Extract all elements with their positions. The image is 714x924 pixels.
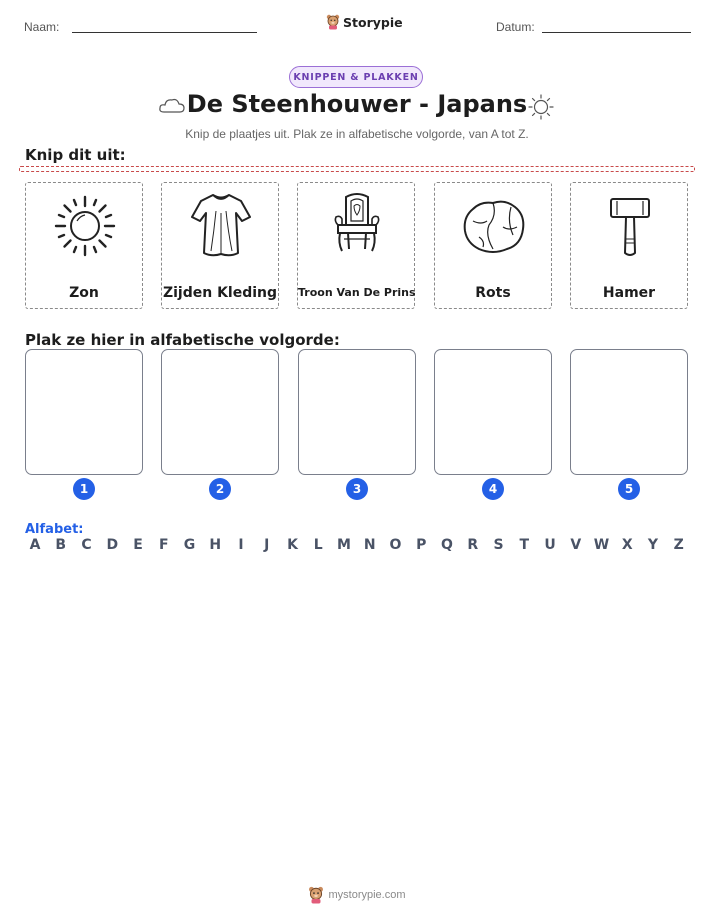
alphabet-letter: M (337, 537, 351, 553)
footer (0, 886, 714, 904)
alphabet-letter: U (544, 537, 556, 553)
alphabet-letter: Z (673, 537, 684, 553)
rock-icon (459, 191, 529, 261)
alphabet-letter: G (183, 537, 196, 553)
cutout-card-hamer[interactable] (570, 182, 688, 309)
paste-slot-5[interactable] (570, 349, 688, 475)
card-label: Rots (475, 285, 511, 301)
alphabet-letter: D (106, 537, 119, 553)
alphabet-letter: V (570, 537, 582, 553)
alphabet-letter: I (238, 537, 244, 553)
storypie-logo (326, 14, 403, 30)
slot-number-5: 5 (618, 478, 640, 500)
date-line[interactable] (542, 32, 691, 33)
alphabet-letter: K (287, 537, 298, 553)
bear-logo-icon (326, 14, 340, 30)
card-label: Zijden Kleding (162, 285, 278, 301)
cut-line (19, 166, 695, 172)
alphabet-letter: S (493, 537, 504, 553)
date-label: Datum: (496, 20, 535, 34)
page-title: De Steenhouwer - Japans (186, 90, 528, 118)
alphabet-letter: O (389, 537, 402, 553)
instructions: Knip de plaatjes uit. Plak ze in alfabetische volgorde, van A tot Z. (185, 127, 529, 141)
paste-slot-4[interactable] (434, 349, 552, 475)
alphabet-letter: F (158, 537, 169, 553)
cut-heading: Knip dit uit: (25, 146, 126, 164)
hammer-icon (595, 191, 665, 261)
slot-number-4: 4 (482, 478, 504, 500)
alphabet-letter: E (133, 537, 143, 553)
paste-heading: Plak ze hier in alfabetische volgorde: (25, 331, 340, 349)
alphabet-letter: C (81, 537, 92, 553)
cutout-card-troon-van-de-prins[interactable] (297, 182, 415, 309)
card-label: Hamer (602, 285, 656, 301)
alphabet-letter: B (55, 537, 67, 553)
paste-slot-1[interactable] (25, 349, 143, 475)
slot-number-1: 1 (73, 478, 95, 500)
slot-number-2: 2 (209, 478, 231, 500)
throne-icon (322, 191, 392, 261)
alphabet-letter: T (519, 537, 530, 553)
category-badge: KNIPPEN & PLAKKEN (289, 66, 423, 88)
alphabet-heading: Alfabet: (25, 522, 84, 537)
alphabet-letter: L (313, 537, 323, 553)
paste-slot-3[interactable] (298, 349, 416, 475)
cutout-card-zon[interactable] (25, 182, 143, 309)
cutout-card-rots[interactable] (434, 182, 552, 309)
card-label: Zon (69, 285, 99, 301)
logo-text: Storypie (343, 14, 403, 30)
sun-icon (50, 191, 120, 261)
alphabet-letter: X (621, 537, 633, 553)
name-line[interactable] (72, 32, 257, 33)
alphabet-letter: Q (441, 537, 453, 553)
alphabet-letter: W (593, 537, 610, 553)
slot-number-3: 3 (346, 478, 368, 500)
sun-doodle-icon (527, 93, 555, 121)
alphabet-row (25, 537, 689, 553)
cutout-card-zijden-kleding[interactable] (161, 182, 279, 309)
name-label: Naam: (24, 20, 60, 34)
alphabet-letter: H (209, 537, 222, 553)
robe-icon (186, 191, 256, 261)
alphabet-letter: R (467, 537, 479, 553)
card-label: Troon Van De Prins (298, 286, 416, 299)
alphabet-letter: N (363, 537, 376, 553)
alphabet-letter: A (29, 537, 41, 553)
footer-link[interactable]: mystorypie.com (328, 889, 406, 901)
alphabet-letter: Y (647, 537, 659, 553)
bear-logo-icon (308, 886, 324, 904)
alphabet-letter: J (264, 537, 270, 553)
paste-slot-2[interactable] (161, 349, 279, 475)
alphabet-letter: P (416, 537, 427, 553)
